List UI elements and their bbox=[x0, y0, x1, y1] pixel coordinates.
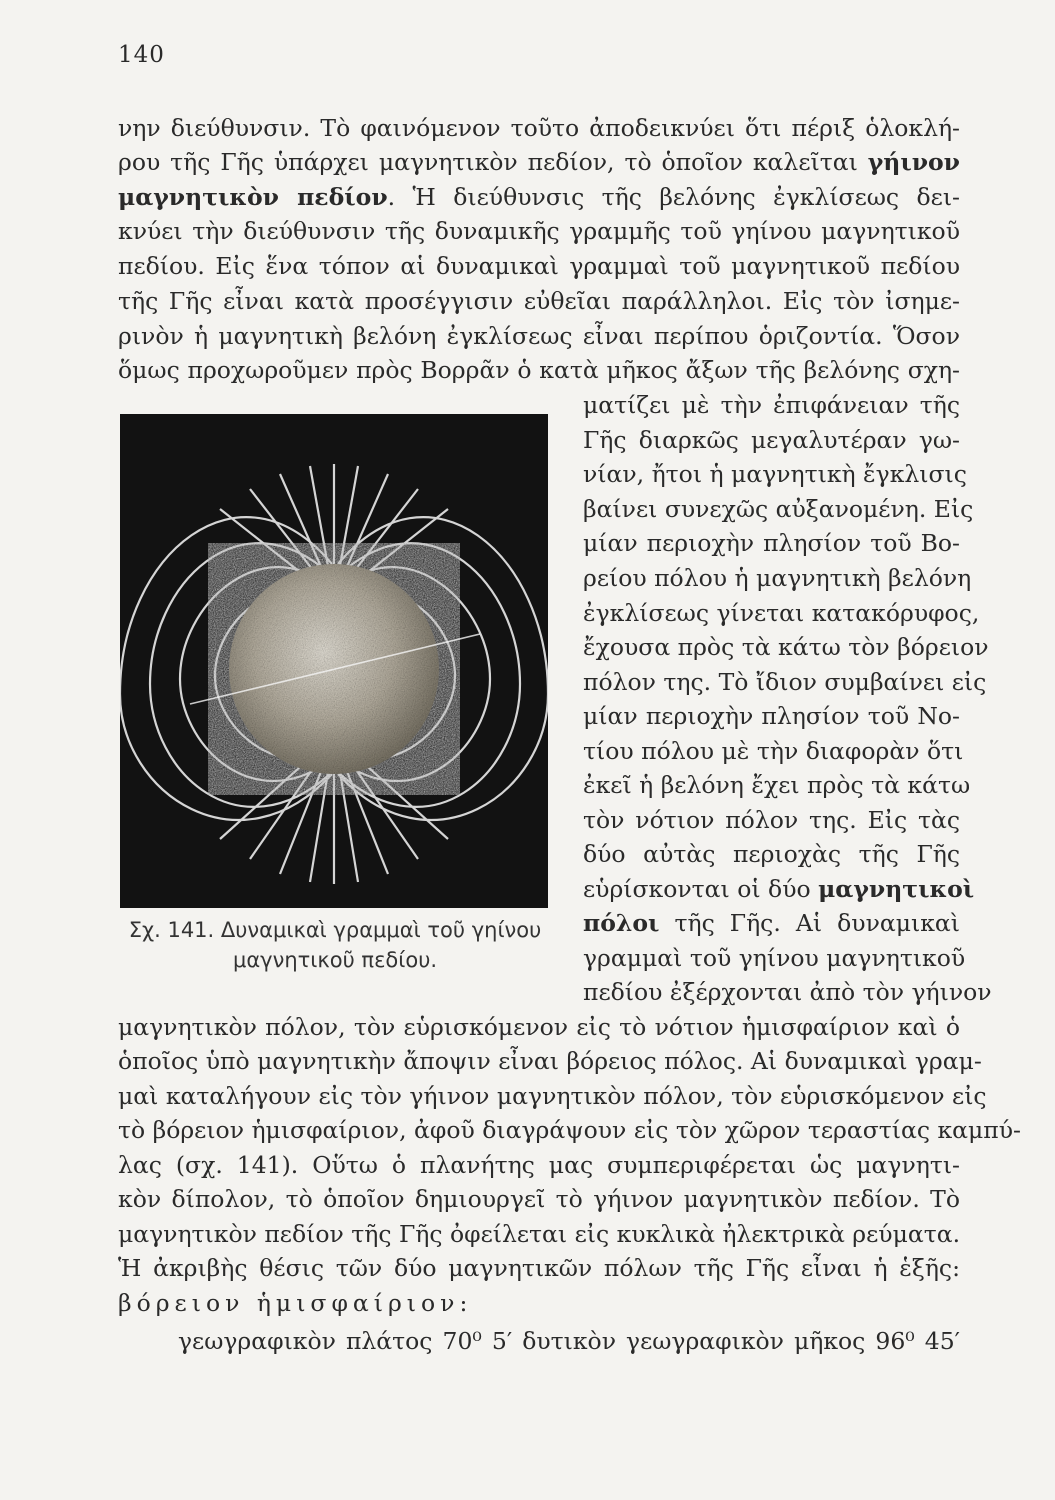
text-line: γραμμαὶ τοῦ γηίνου μαγνητικοῦ bbox=[583, 944, 966, 972]
text-line: πεδίου ἐξέρχονται ἀπὸ τὸν γήινον bbox=[583, 978, 992, 1006]
text-line: βαίνει συνεχῶς αὐξανομένη. Εἰς bbox=[583, 495, 974, 523]
text-line: μαγνητικὸν πόλον, τὸν εὑρισκόμενον εἰς τὸ νότιον ἡμισφαίριον καὶ ὁ bbox=[118, 1013, 960, 1041]
text-line: δύο αὐτὰς περιοχὰς τῆς Γῆς bbox=[583, 840, 960, 868]
page-number: 140 bbox=[118, 42, 165, 68]
text-line: νίαν, ἤτοι ἡ μαγνητικὴ ἔγκλισις bbox=[583, 460, 967, 488]
text-line: ἔχουσα πρὸς τὰ κάτω τὸν βόρειον bbox=[583, 633, 989, 661]
text-line: Ἡ ἀκριβὴς θέσις τῶν δύο μαγνητικῶν πόλων τῆς Γῆς εἶναι ἡ ἑξῆς: bbox=[118, 1254, 960, 1282]
text-line: κνύει τὴν διεύθυνσιν τῆς δυναμικῆς γραμμῆς τοῦ γηίνου μαγνητικοῦ bbox=[118, 217, 960, 245]
text-line: τίου πόλου μὲ τὴν διαφορὰν ὅτι bbox=[583, 737, 964, 765]
text-line: πεδίου. Εἰς ἕνα τόπον αἱ δυναμικαὶ γραμμαὶ τοῦ μαγνητικοῦ πεδίου bbox=[118, 252, 960, 280]
text-line: ὁποῖος ὑπὸ μαγνητικὴν ἄποψιν εἶναι βόρειος πόλος. Αἱ δυναμικαὶ γραμ- bbox=[118, 1047, 982, 1075]
figure-caption-line-2: μαγνητικοῦ πεδίου. bbox=[232, 948, 438, 972]
bold-term: μαγνητικοὶ bbox=[818, 875, 975, 903]
text-line: τῆς Γῆς εἶναι κατὰ προσέγγισιν εὐθεῖαι παράλληλοι. Εἰς τὸν ἰσημε- bbox=[118, 287, 960, 315]
text-line: ὅμως προχωροῦμεν πρὸς Βορρᾶν ὁ κατὰ μῆκος ἄξων τῆς βελόνης σχη- bbox=[118, 356, 960, 384]
bold-term: πόλοι bbox=[583, 909, 660, 937]
text-line: μαγνητικὸν πεδίον. Ἡ διεύθυνσις τῆς βελόνης ἐγκλίσεως δει- bbox=[118, 183, 960, 211]
bold-term: γήινον bbox=[867, 148, 960, 176]
text-line: πόλον της. Τὸ ἴδιον συμβαίνει εἰς bbox=[583, 668, 987, 696]
text-line: ἐγκλίσεως γίνεται κατακόρυφος, bbox=[583, 599, 980, 627]
text-line: μίαν περιοχὴν πλησίον τοῦ Βο- bbox=[583, 529, 960, 557]
text-line: γεωγραφικὸν πλάτος 70⁰ 5′ δυτικὸν γεωγραφικὸν μῆκος 96⁰ 45′ bbox=[178, 1327, 960, 1355]
text-line: μαὶ καταλήγουν εἰς τὸν γήινον μαγνητικὸν πόλον, τὸν εὑρισκόμενον εἰς bbox=[118, 1082, 987, 1110]
figure-caption-line-1: Σχ. 141. Δυναμικαὶ γραμμαὶ τοῦ γηίνου bbox=[128, 918, 542, 942]
text-line: κὸν δίπολον, τὸ ὁποῖον δημιουργεῖ τὸ γήινον μαγνητικὸν πεδίον. Τὸ bbox=[118, 1185, 960, 1213]
earth-field-lines-illustration bbox=[120, 414, 548, 908]
text-line: Γῆς διαρκῶς μεγαλυτέραν γω- bbox=[583, 426, 960, 454]
text-line: ρείου πόλου ἡ μαγνητικὴ βελόνη bbox=[583, 564, 972, 592]
text-line: ἐκεῖ ἡ βελόνη ἔχει πρὸς τὰ κάτω bbox=[583, 771, 971, 799]
text-line: λας (σχ. 141). Οὕτω ὁ πλανήτης μας συμπεριφέρεται ὡς μαγνητι- bbox=[118, 1151, 960, 1179]
text-line: ματίζει μὲ τὴν ἐπιφάνειαν τῆς bbox=[583, 391, 960, 419]
text-line: ρινὸν ἡ μαγνητικὴ βελόνη ἐγκλίσεως εἶναι περίπου ὁριζοντία. Ὅσον bbox=[118, 322, 960, 350]
magnetic-field-figure bbox=[120, 414, 548, 908]
text-line: μίαν περιοχὴν πλησίον τοῦ Νο- bbox=[583, 702, 960, 730]
text-line: ρου τῆς Γῆς ὑπάρχει μαγνητικὸν πεδίον, τὸ ὁποῖον καλεῖται γήινον bbox=[118, 148, 960, 176]
section-label: βόρειον ἡμισφαίριον: bbox=[118, 1289, 473, 1317]
text-line: τὸν νότιον πόλον της. Εἰς τὰς bbox=[583, 806, 960, 834]
text-line: πόλοι τῆς Γῆς. Αἱ δυναμικαὶ bbox=[583, 909, 960, 937]
text-line: μαγνητικὸν πεδίον τῆς Γῆς ὀφείλεται εἰς κυκλικὰ ἠλεκτρικὰ ρεύματα. bbox=[118, 1220, 961, 1248]
text-line: νην διεύθυνσιν. Τὸ φαινόμενον τοῦτο ἀποδεικνύει ὅτι πέριξ ὁλοκλή- bbox=[118, 114, 960, 142]
text-line: εὑρίσκονται οἱ δύο μαγνητικοὶ bbox=[583, 875, 975, 903]
bold-term: μαγνητικὸν πεδίον bbox=[118, 183, 388, 211]
text-line: τὸ βόρειον ἡμισφαίριον, ἀφοῦ διαγράψουν εἰς τὸν χῶρον τεραστίας καμπύ- bbox=[118, 1116, 1021, 1144]
